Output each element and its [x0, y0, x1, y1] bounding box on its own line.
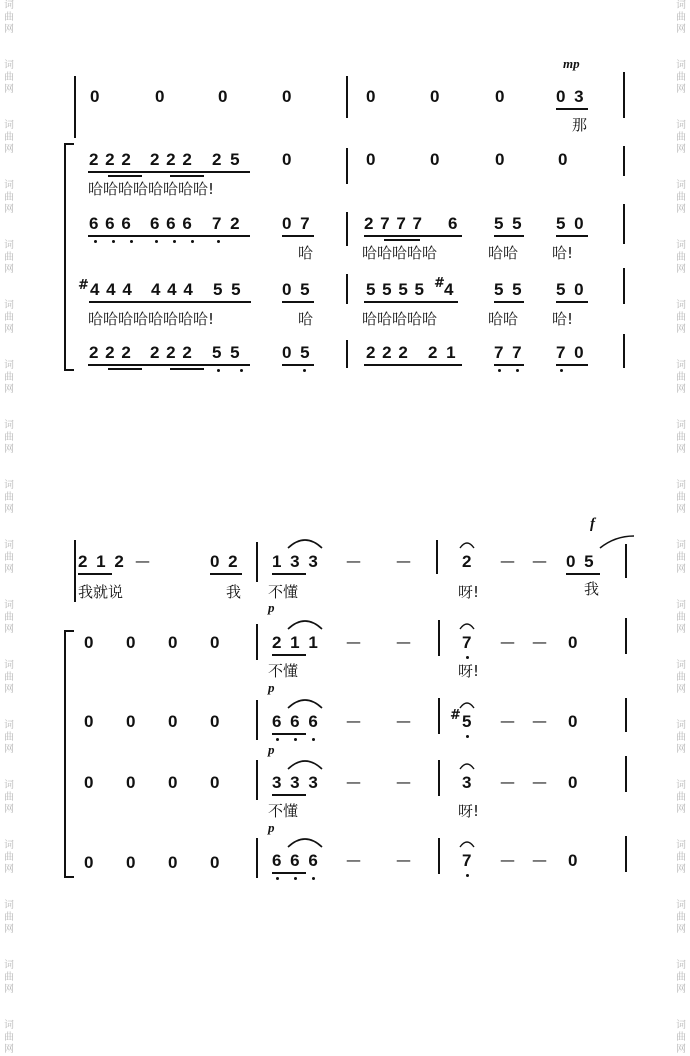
lyric: 哈哈哈哈哈哈哈哈! [88, 310, 215, 328]
fermata [460, 842, 474, 847]
lyric: 不懂 [268, 662, 299, 680]
dash: — [346, 773, 361, 791]
dash: — [346, 552, 361, 570]
note: 0 [495, 150, 505, 169]
note: 0 [210, 773, 220, 792]
lyric: 呀! [458, 802, 480, 820]
dash: — [500, 552, 515, 570]
dynamic-p: p [268, 742, 275, 757]
note-group: 7 7 [494, 343, 522, 362]
note-group: 6 6 6 [150, 214, 192, 233]
lyric: 哈哈 [488, 310, 519, 328]
dynamic-mp: mp [563, 56, 580, 71]
note: 0 [366, 87, 376, 106]
dash: — [346, 633, 361, 651]
note: 0 [430, 87, 440, 106]
lyric: 我 [226, 583, 242, 601]
note-group: 5 5 [494, 214, 522, 233]
lyric: 不懂 [268, 802, 299, 820]
slur [288, 621, 322, 629]
dash: — [532, 773, 547, 791]
dynamic-f: f [590, 516, 595, 532]
dynamic-p: p [268, 820, 275, 835]
note-group: 4 4 4 [151, 280, 193, 299]
note: 0 [430, 150, 440, 169]
note: 0 [210, 853, 220, 872]
slur [288, 839, 322, 847]
note: 0 [168, 712, 178, 731]
note: 0 [84, 633, 94, 652]
lyric: 那 [572, 116, 588, 134]
note-group: 0 5 [566, 552, 594, 571]
dash: — [346, 851, 361, 869]
lyric: 我就说 [78, 583, 124, 601]
note-group: 5 0 [556, 280, 584, 299]
note-group: 5 0 [556, 214, 584, 233]
lyric: 哈哈哈哈哈 [362, 310, 438, 328]
note-group: 5 5 [494, 280, 522, 299]
fermata [460, 764, 474, 769]
note: 0 [568, 712, 578, 731]
dash: — [532, 552, 547, 570]
note: 0 [168, 853, 178, 872]
note: 0 [84, 712, 94, 731]
note: 0 [90, 87, 100, 106]
lyric: 哈哈哈哈哈哈哈哈! [88, 180, 215, 198]
note: 0 [168, 633, 178, 652]
note: 6 [448, 214, 458, 233]
note: 0 [282, 87, 292, 106]
fermata [460, 703, 474, 708]
lyric: 哈 [298, 310, 314, 328]
note-group: 0 5 [282, 343, 310, 362]
note-group: 6 6 6 [272, 712, 318, 731]
dash: — [396, 633, 411, 651]
note-group: 2 1 2 [78, 552, 124, 571]
note: 0 [210, 712, 220, 731]
note: 7 [462, 851, 472, 870]
note: 0 [568, 773, 578, 792]
note: 0 [126, 633, 136, 652]
dash: — [532, 851, 547, 869]
note: 0 [126, 712, 136, 731]
dash: — [500, 633, 515, 651]
slur [600, 536, 634, 548]
lyric: 哈! [552, 310, 574, 328]
lyric: 呀! [458, 662, 480, 680]
note: 4 [444, 280, 454, 299]
note-group: 0 2 [210, 552, 238, 571]
note: 0 [495, 87, 505, 106]
note: 0 [126, 773, 136, 792]
note: 0 [282, 150, 292, 169]
dash: — [396, 773, 411, 791]
note-group: 5 5 [212, 343, 240, 362]
note-group: 2 1 [428, 343, 456, 362]
lyric: 我 [584, 580, 600, 598]
note: 0 [84, 773, 94, 792]
dash: — [396, 712, 411, 730]
dash: — [500, 712, 515, 730]
watermark-right: 词 曲 网 词 曲 网 词 曲 网 词 曲 网 词 曲 网 词 曲 网 词 曲 网 词 曲 网 词 曲 网 词 曲 网 词 曲 网 词 曲 网 词 曲 网 词 曲 网 词 曲 网 词 曲 网 词 曲 网 词 曲 网 [676, 0, 686, 1055]
note-group: 2 2 2 [366, 343, 408, 362]
dynamic-p: p [268, 600, 275, 615]
note-group: 2 2 2 [89, 150, 131, 169]
note-group: 0 5 [282, 280, 310, 299]
dash: — [396, 552, 411, 570]
note: 0 [155, 87, 165, 106]
note: 0 [568, 633, 578, 652]
note: 0 [218, 87, 228, 106]
watermark-left: 词 曲 网 词 曲 网 词 曲 网 词 曲 网 词 曲 网 词 曲 网 词 曲 网 词 曲 网 词 曲 网 词 曲 网 词 曲 网 词 曲 网 词 曲 网 词 曲 网 词 曲 网 词 曲 网 词 曲 网 词 曲 网 [4, 0, 14, 1055]
note-group: 7 2 [212, 214, 240, 233]
note: 0 [126, 853, 136, 872]
sharp-sign: # [78, 278, 89, 293]
note-group: 2 1 1 [272, 633, 318, 652]
lyric: 哈 [298, 244, 314, 262]
dash: — [135, 552, 150, 570]
note: 2 [462, 552, 472, 571]
note-group: 6 6 6 [89, 214, 131, 233]
note-group: 5 5 5 5 [366, 280, 424, 299]
slur [288, 700, 322, 708]
note: 0 [568, 851, 578, 870]
note: 0 [210, 633, 220, 652]
fermata [460, 543, 474, 548]
slur [288, 540, 322, 548]
note: 3 [462, 773, 472, 792]
dash: — [532, 712, 547, 730]
note: 7 [462, 633, 472, 652]
note-group: 5 5 [213, 280, 241, 299]
dash: — [500, 851, 515, 869]
note-group: 2 2 2 [89, 343, 131, 362]
sharp-sign: # [434, 276, 445, 291]
lyric: 哈哈哈哈哈 [362, 244, 438, 262]
note-group: 3 3 3 [272, 773, 318, 792]
note: 0 [366, 150, 376, 169]
note-group: 6 6 6 [272, 851, 318, 870]
slur [288, 761, 322, 769]
note-group: 1 3 3 [272, 552, 318, 571]
note: 5 [462, 712, 472, 731]
note-group: 0 7 [282, 214, 310, 233]
lyric: 呀! [458, 583, 480, 601]
note: 0 [558, 150, 568, 169]
lyric: 哈哈 [488, 244, 519, 262]
note-group: 0 3 [556, 87, 584, 106]
lyric: 不懂 [268, 583, 299, 601]
dash: — [396, 851, 411, 869]
note: 0 [168, 773, 178, 792]
dynamic-p: p [268, 680, 275, 695]
dash: — [500, 773, 515, 791]
note-group: 7 0 [556, 343, 584, 362]
note-group: 2 7 7 7 [364, 214, 422, 233]
note-group: 2 2 2 [150, 150, 192, 169]
note: 0 [84, 853, 94, 872]
dash: — [532, 633, 547, 651]
lyric: 哈! [552, 244, 574, 262]
dash: — [346, 712, 361, 730]
fermata [460, 624, 474, 629]
note-group: 2 5 [212, 150, 240, 169]
note-group: 4 4 4 [90, 280, 132, 299]
note-group: 2 2 2 [150, 343, 192, 362]
sharp-sign: # [450, 708, 461, 723]
